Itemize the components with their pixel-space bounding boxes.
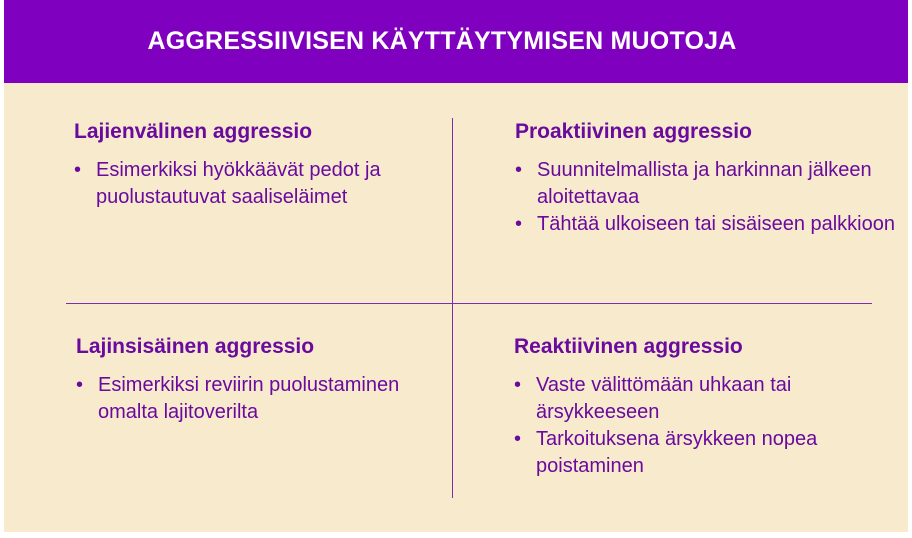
- diagram-title: AGGRESSIIVISEN KÄYTTÄYTYMISEN MUOTOJA: [147, 27, 737, 55]
- bullet-item: [76, 372, 446, 426]
- bullet-icon: •: [514, 428, 522, 450]
- bullet-text: Esimerkiksi reviirin puolustaminen omalta lajitoverilta: [98, 374, 400, 423]
- vertical-divider: [452, 118, 453, 498]
- bullet-icon: •: [515, 213, 523, 235]
- quadrant-proactive: [515, 119, 895, 238]
- quadrant-reactive: [514, 334, 894, 480]
- quadrant-intraspecific: [76, 334, 446, 426]
- bullet-icon: •: [514, 374, 522, 396]
- bullet-icon: •: [74, 159, 82, 181]
- quadrant-title: Lajienvälinen aggressio: [74, 120, 313, 143]
- bullet-icon: •: [76, 374, 84, 396]
- bullet-text: Esimerkiksi hyökkäävät pedot ja puolustautuvat saaliseläimet: [96, 159, 381, 208]
- bullet-item: [515, 157, 895, 211]
- bullet-text: Vaste välittömään uhkaan tai ärsykkeeseen: [536, 374, 792, 423]
- bullet-list: [76, 372, 446, 426]
- bullet-list: [514, 372, 894, 480]
- quadrant-title: Lajinsisäinen aggressio: [76, 335, 315, 358]
- horizontal-divider: [66, 303, 872, 304]
- bullet-icon: •: [515, 159, 523, 181]
- quadrant-title: Reaktiivinen aggressio: [514, 335, 743, 358]
- bullet-text: Tarkoituksena ärsykkeen nopea poistaminen: [536, 428, 818, 477]
- bullet-item: [74, 157, 444, 211]
- quadrant-title: Proaktiivinen aggressio: [515, 120, 752, 143]
- bullet-item: [514, 372, 894, 426]
- quadrant-interspecific: [74, 119, 444, 211]
- diagram-frame: [4, 0, 908, 532]
- bullet-list: [515, 157, 895, 238]
- header-bar: [4, 0, 908, 83]
- bullet-list: [74, 157, 444, 211]
- bullet-text: Suunnitelmallista ja harkinnan jälkeen aloitettavaa: [537, 159, 872, 208]
- bullet-item: [514, 426, 894, 480]
- bullet-item: [515, 211, 895, 238]
- bullet-text: Tähtää ulkoiseen tai sisäiseen palkkioon: [537, 213, 895, 235]
